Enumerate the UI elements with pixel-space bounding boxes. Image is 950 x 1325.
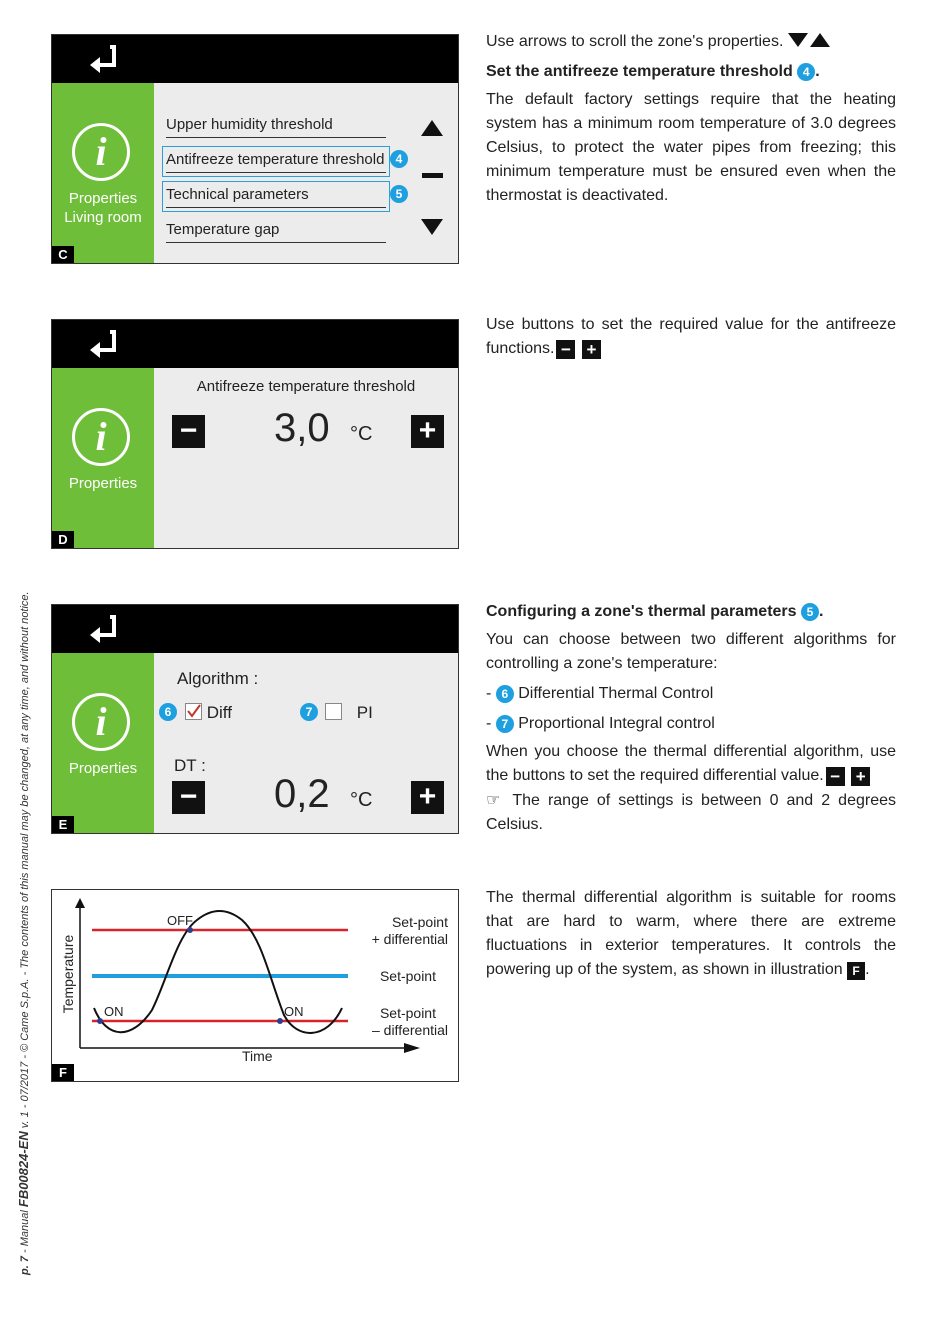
callout-badge: 4	[797, 63, 815, 81]
note-text: The range of settings is between 0 and 2 degrees Celsius.	[486, 792, 896, 833]
setpoint-plus-label-line2: + differential	[371, 931, 448, 947]
vertical-footer	[16, 591, 31, 1275]
menu-item-upper-humidity[interactable]	[166, 115, 386, 138]
x-axis-arrow-icon	[404, 1043, 420, 1053]
callout-badge-5: 5	[390, 185, 408, 203]
heading: Configuring a zone's thermal parameters 5 .	[486, 603, 824, 620]
info-icon: i	[72, 693, 130, 751]
setting-title: Antifreeze temperature threshold	[196, 378, 416, 395]
side-label: Properties	[68, 760, 138, 777]
on-label-2: ON	[284, 1004, 304, 1019]
manual-label: - Manual	[19, 1210, 31, 1253]
top-bar	[52, 35, 458, 83]
back-arrow-icon[interactable]	[88, 45, 118, 73]
pi-checkbox[interactable]	[325, 703, 342, 720]
manual-code: FB00824-EN	[16, 1131, 31, 1208]
paragraph: The thermal differential algorithm is suitable for rooms that are hard to warm, where there are extreme fluctuations in exterior temperatures. It controls the powering up of the system, as shown in illustration F .	[486, 889, 896, 978]
list-item: - 7 Proportional Integral control	[486, 715, 715, 732]
side-label: Properties	[68, 190, 138, 207]
top-bar	[52, 605, 458, 653]
side-label: Properties	[68, 475, 138, 492]
scroll-up-arrow-icon[interactable]	[421, 120, 443, 136]
diagram-panel-f	[51, 889, 459, 1082]
screen-panel-e	[51, 604, 459, 834]
text-block-e	[486, 600, 896, 837]
paragraph-text: When you choose the thermal differential algorithm, use the buttons to set the required differential value.	[486, 743, 896, 784]
side-panel	[52, 83, 154, 263]
menu-item-label: Antifreeze temperature threshold	[166, 151, 385, 168]
side-panel	[52, 653, 154, 833]
setpoint-minus-label-line1: Set-point	[379, 1005, 436, 1021]
callout-badge-6: 6	[159, 703, 177, 721]
plus-icon: +	[582, 340, 601, 359]
off-label: OFF	[167, 913, 193, 928]
pi-label: PI	[356, 703, 373, 722]
side-panel	[52, 368, 154, 548]
value-display: 3,0	[274, 406, 330, 450]
list-item: - 6 Differential Thermal Control	[486, 685, 714, 702]
plus-icon: +	[851, 767, 870, 786]
side-label-zone: Living room	[64, 209, 142, 226]
pi-option[interactable]	[325, 703, 373, 723]
on-label-1: ON	[104, 1004, 124, 1019]
y-axis-label: Temperature	[60, 934, 76, 1014]
note	[486, 788, 896, 837]
info-icon: i	[72, 123, 130, 181]
text-block-d	[486, 313, 896, 361]
text-block-c	[486, 30, 896, 208]
back-arrow-icon[interactable]	[88, 330, 118, 358]
y-axis-arrow-icon	[75, 898, 85, 908]
heading-text: Configuring a zone's thermal parameters	[486, 603, 797, 620]
menu-item-label: Temperature gap	[166, 221, 280, 238]
diff-label: Diff	[206, 703, 232, 722]
checkmark-icon	[186, 704, 201, 719]
heading-text: Set the antifreeze temperature threshold	[486, 63, 793, 80]
figure-letter: F	[52, 1064, 74, 1081]
setpoint-plus-label	[352, 914, 448, 948]
minus-button[interactable]: −	[172, 781, 205, 814]
callout-badge: 5	[801, 603, 819, 621]
figure-letter: C	[52, 246, 74, 263]
page-number: p. 7	[19, 1256, 31, 1275]
callout-badge: 7	[496, 715, 514, 733]
plus-button[interactable]: +	[411, 781, 444, 814]
list-item-text: Differential Thermal Control	[518, 685, 714, 702]
menu-item-temperature-gap[interactable]	[166, 220, 386, 243]
callout-badge-7: 7	[300, 703, 318, 721]
unit-label: °C	[350, 789, 373, 811]
screen-panel-c	[51, 34, 459, 264]
top-bar	[52, 320, 458, 368]
minus-button[interactable]: −	[172, 415, 205, 448]
plus-button[interactable]: +	[411, 415, 444, 448]
menu-item-label: Upper humidity threshold	[166, 116, 333, 133]
figure-reference: F	[847, 962, 865, 980]
list-item-text: Proportional Integral control	[518, 715, 715, 732]
callout-badge: 6	[496, 685, 514, 703]
menu-item-antifreeze[interactable]	[166, 150, 386, 173]
on-point-2	[277, 1018, 283, 1024]
setpoint-minus-label	[352, 1005, 448, 1039]
pointing-hand-icon: ☞	[486, 790, 501, 809]
callout-badge-4: 4	[390, 150, 408, 168]
paragraph-text: The thermal differential algorithm is suitable for rooms that are hard to warm, where there are extreme fluctuations in exterior temperatures. It controls the powering up of the system, as shown in illustration	[486, 889, 896, 978]
setpoint-label: Set-point	[379, 968, 436, 984]
figure-letter: D	[52, 531, 74, 548]
screen-panel-d	[51, 319, 459, 549]
setpoint-minus-label-line2: – differential	[371, 1022, 448, 1038]
figure-letter: E	[52, 816, 74, 833]
diff-checkbox[interactable]	[185, 703, 202, 720]
heading: Set the antifreeze temperature threshold 4 .	[486, 63, 820, 80]
paragraph	[486, 740, 896, 788]
paragraph	[486, 313, 896, 361]
diff-option[interactable]	[185, 703, 232, 723]
down-up-arrows-icon	[788, 33, 830, 47]
menu-item-label: Technical parameters	[166, 186, 309, 203]
algorithm-label: Algorithm :	[177, 669, 259, 688]
paragraph: You can choose between two different algorithms for controlling a zone's temperature:	[486, 631, 896, 672]
paragraph-text: Use buttons to set the required value for the antifreeze functions.	[486, 316, 896, 357]
info-icon: i	[72, 408, 130, 466]
x-axis-label: Time	[242, 1048, 273, 1064]
minus-icon: −	[556, 340, 575, 359]
paragraph-text: Use arrows to scroll the zone's properties.	[486, 33, 784, 50]
text-block-f	[486, 886, 896, 982]
scroll-down-arrow-icon[interactable]	[421, 219, 443, 235]
minus-icon: −	[826, 767, 845, 786]
setpoint-plus-label-line1: Set-point	[391, 914, 448, 930]
copyright-text: v. 1 - 07/2017 - © Came S.p.A. - The contents of this manual may be changed, at any time, and without notice.	[19, 591, 31, 1129]
unit-label: °C	[350, 423, 373, 445]
on-point-1	[97, 1018, 103, 1024]
back-arrow-icon[interactable]	[88, 615, 118, 643]
value-display: 0,2	[274, 772, 330, 816]
menu-item-technical-parameters[interactable]	[166, 185, 386, 208]
dt-label: DT :	[174, 756, 206, 775]
paragraph	[486, 30, 896, 54]
paragraph: The default factory settings require that the heating system has a minimum room temperature of 3.0 degrees Celsius, to protect the water pipes from freezing; this minimum temperature must be ensured even when the thermostat is deactivated.	[486, 91, 896, 204]
scrollbar-indicator[interactable]	[422, 173, 443, 178]
